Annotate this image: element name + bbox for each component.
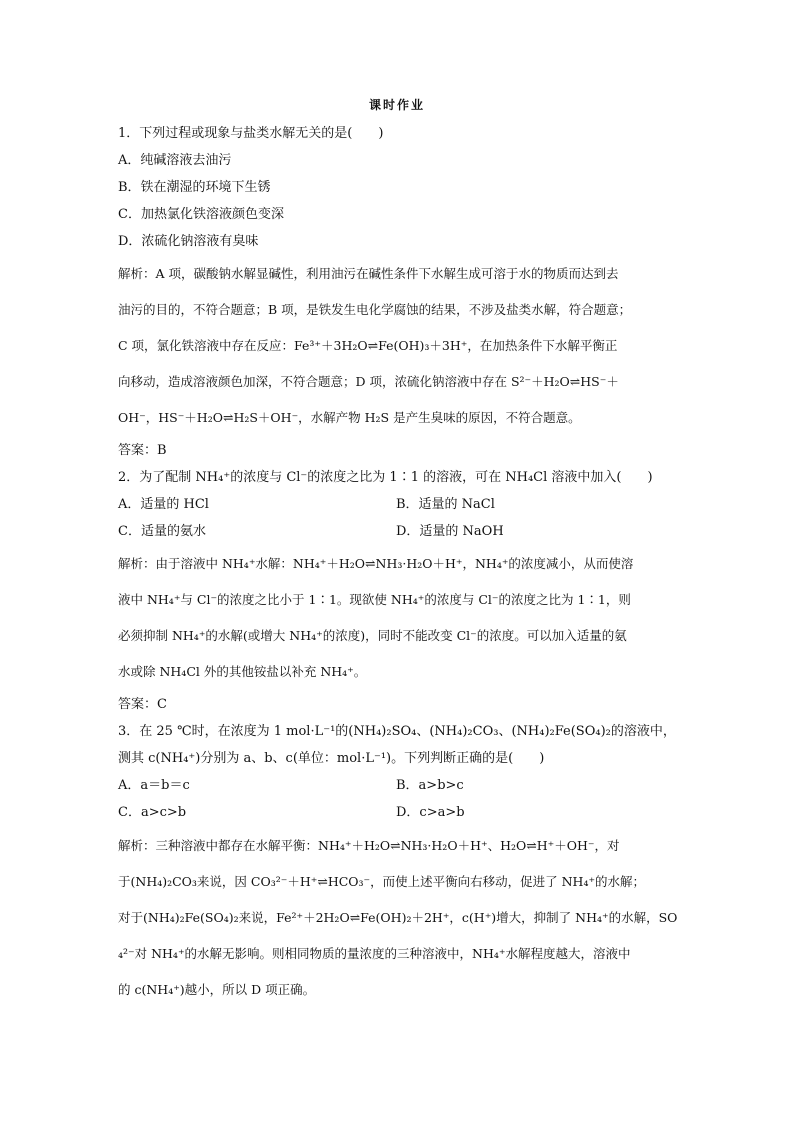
q1-stem: 1．下列过程或现象与盐类水解无关的是( ) (118, 126, 384, 141)
q2-option-d: D．适量的 NaOH (396, 524, 504, 539)
q2-explanation-line: 解析：由于溶液中 NH₄⁺水解：NH₄⁺＋H₂O⇌NH₃·H₂O＋H⁺，NH₄⁺的浓度减小，从而使溶 (118, 556, 634, 571)
q3-explanation-line: ₄²⁻对 NH₄⁺的水解无影响。则相同物质的量浓度的三种溶液中，NH₄⁺水解程度越大，溶液中 (118, 946, 631, 961)
q3-explanation-line: 于(NH₄)₂CO₃来说，因 CO₃²⁻＋H⁺⇌HCO₃⁻，而使上述平衡向右移动，促进了 NH₄⁺的水解； (118, 874, 646, 889)
q2-option-b: B．适量的 NaCl (396, 497, 495, 512)
q3-option-b: B．a>b>c (396, 778, 464, 793)
q2-answer: 答案：C (118, 697, 167, 712)
q3-explanation-line: 对于(NH₄)₂Fe(SO₄)₂来说，Fe²⁺＋2H₂O⇌Fe(OH)₂＋2H⁺，c(H⁺)增大，抑制了 NH₄⁺的水解，SO (118, 910, 678, 925)
q3-explanation-line: 解析：三种溶液中都存在水解平衡：NH₄⁺＋H₂O⇌NH₃·H₂O＋H⁺、H₂O⇌H⁺＋OH⁻，对 (118, 838, 620, 853)
q1-option-a: A．纯碱溶液去油污 (118, 153, 232, 168)
page-title: 课时作业 (368, 98, 425, 112)
q1-explanation-line: OH⁻，HS⁻＋H₂O⇌H₂S＋OH⁻，水解产物 H₂S 是产生臭味的原因，不符合题意。 (118, 410, 581, 425)
q3-explanation-line: 的 c(NH₄⁺)越小，所以 D 项正确。 (118, 982, 316, 997)
q1-option-d: D．浓硫化钠溶液有臭味 (118, 234, 259, 249)
q1-explanation-line: 解析：A 项，碳酸钠水解显碱性，利用油污在碱性条件下水解生成可溶于水的物质而达到去 (118, 266, 619, 281)
q2-explanation-line: 水或除 NH₄Cl 外的其他铵盐以补充 NH₄⁺。 (118, 664, 367, 679)
q1-explanation-line: 向移动，造成溶液颜色加深，不符合题意；D 项，浓硫化钠溶液中存在 S²⁻＋H₂O⇌HS⁻＋ (118, 374, 619, 389)
q2-explanation-line: 必须抑制 NH₄⁺的水解(或增大 NH₄⁺的浓度)，同时不能改变 Cl⁻的浓度。可以加入适量的氨 (118, 628, 627, 643)
q3-stem-line: 3．在 25 ℃时，在浓度为 1 mol·L⁻¹的(NH₄)₂SO₄、(NH₄)₂CO₃、(NH₄)₂Fe(SO₄)₂的溶液中， (118, 724, 676, 739)
q3-option-a: A．a＝b＝c (118, 778, 190, 793)
q3-option-d: D．c>a>b (396, 805, 465, 820)
q3-stem-line: 测其 c(NH₄⁺)分别为 a、b、c(单位：mol·L⁻¹)。下列判断正确的是( ) (118, 751, 545, 766)
q1-answer: 答案：B (118, 443, 167, 458)
q1-option-b: B．铁在潮湿的环境下生锈 (118, 180, 271, 195)
q1-option-c: C．加热氯化铁溶液颜色变深 (118, 207, 284, 222)
q1-explanation-line: C 项，氯化铁溶液中存在反应：Fe³⁺＋3H₂O⇌Fe(OH)₃＋3H⁺，在加热条件下水解平衡正 (118, 338, 618, 353)
q1-explanation-line: 油污的目的，不符合题意；B 项，是铁发生电化学腐蚀的结果，不涉及盐类水解，符合题意； (118, 302, 632, 317)
q2-explanation-line: 液中 NH₄⁺与 Cl⁻的浓度之比小于 1∶1。现欲使 NH₄⁺的浓度与 Cl⁻的浓度之比为 1∶1，则 (118, 592, 631, 607)
q3-option-c: C．a>c>b (118, 805, 187, 820)
q2-stem: 2．为了配制 NH₄⁺的浓度与 Cl⁻的浓度之比为 1∶1 的溶液，可在 NH₄Cl 溶液中加入( ) (118, 470, 653, 485)
q2-option-c: C．适量的氨水 (118, 524, 206, 539)
q2-option-a: A．适量的 HCl (118, 497, 209, 512)
